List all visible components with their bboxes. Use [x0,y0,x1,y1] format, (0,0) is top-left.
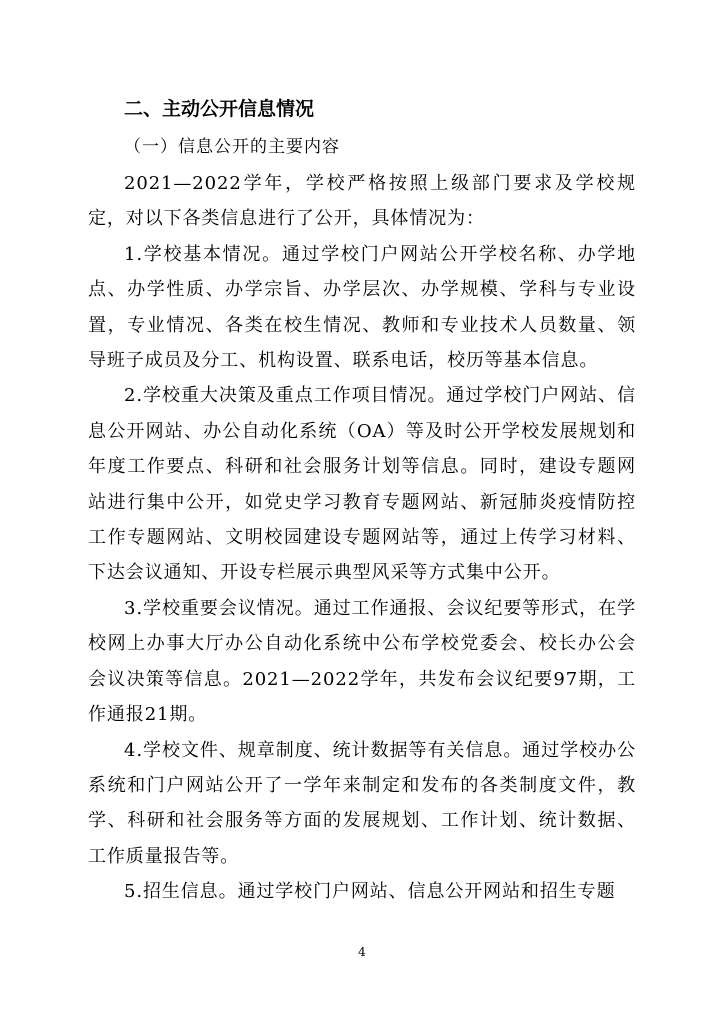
subsection-heading: （一）信息公开的主要内容 [124,137,340,157]
paragraph-major-decisions: 2.学校重大决策及重点工作项目情况。通过学校门户网站、信息公开网站、办公自动化系统（OA）等及时公开学校发展规划和年度工作要点、科研和社会服务计划等信息。同时，建设专题网站进行集中公开，如党史学习教育专题网站、新冠肺炎疫情防控工作专题网站、文明校园建设专题网站等，通过上传学习材料、下达会议通知、开设专栏展示典型风采等方式集中公开。 [88,385,636,584]
paragraph-documents-regulations: 4.学校文件、规章制度、统计数据等有关信息。通过学校办公系统和门户网站公开了一学年来制定和发布的各类制度文件，教学、科研和社会服务等方面的发展规划、工作计划、统计数据、工作质量报告等。 [88,739,636,867]
body-text [88,166,636,910]
page-number: 4 [358,945,366,959]
paragraph-basic-info: 1.学校基本情况。通过学校门户网站公开学校名称、办学地点、办学性质、办学宗旨、办学层次、办学规模、学科与专业设置，专业情况、各类在校生情况、教师和专业技术人员数量、领导班子成员及分工、机构设置、联系电话，校历等基本信息。 [88,243,636,372]
paragraph-intro: 2021—2022学年，学校严格按照上级部门要求及学校规定，对以下各类信息进行了公开，具体情况为： [88,173,636,230]
section-heading: 二、主动公开信息情况 [124,98,315,120]
paragraph-admissions: 5.招生信息。通过学校门户网站、信息公开网站和招生专题 [124,881,616,903]
paragraph-important-meetings: 3.学校重要会议情况。通过工作通报、会议纪要等形式，在学校网上办事大厅办公自动化系统中公布学校党委会、校长办公会会议决策等信息。2021—2022学年，共发布会议纪要97期，工作通报21期。 [88,597,636,726]
